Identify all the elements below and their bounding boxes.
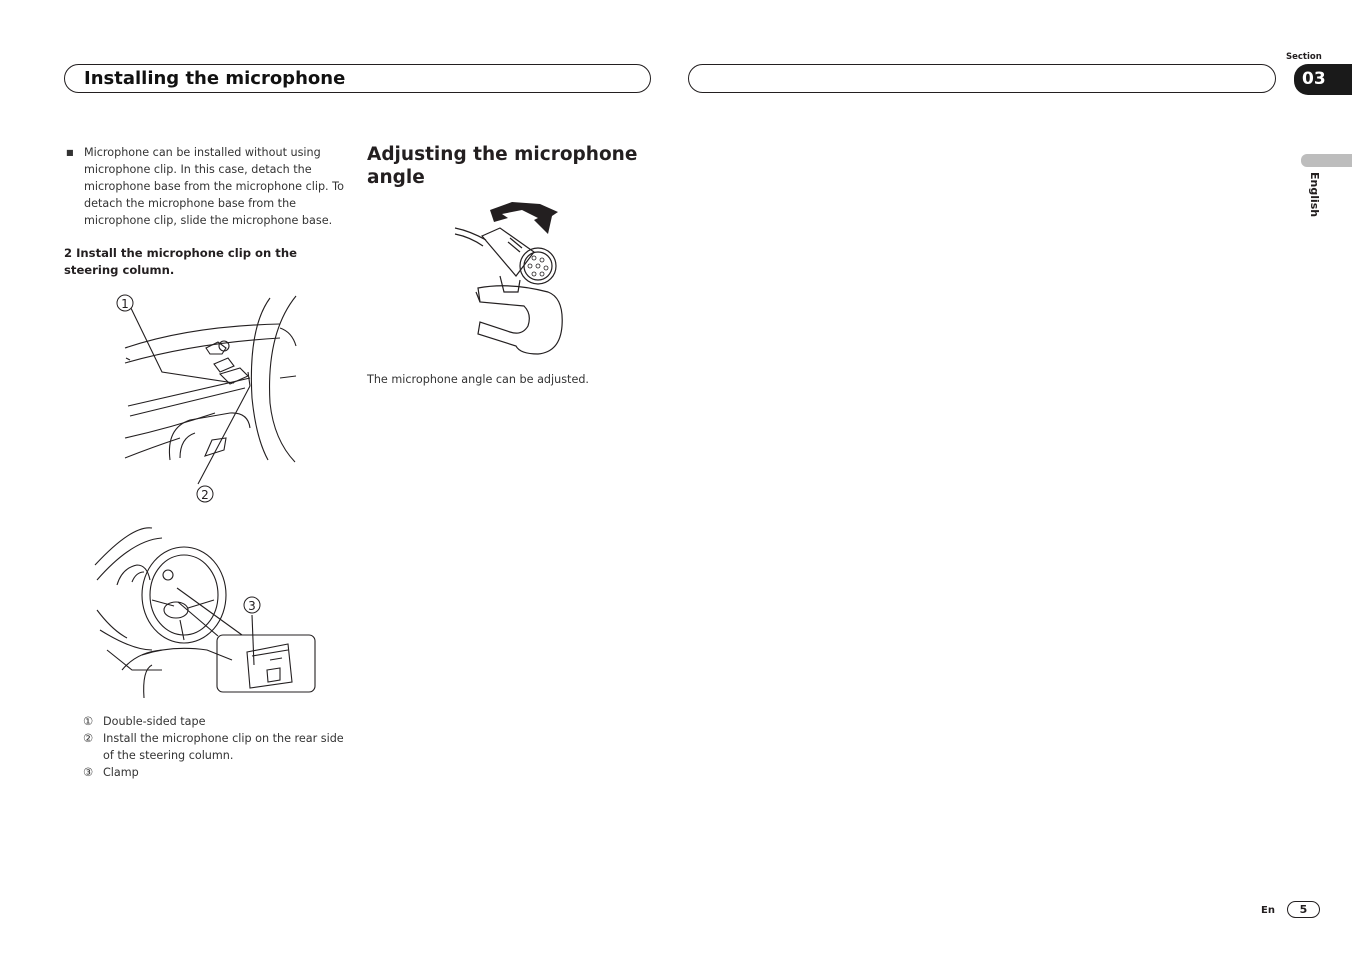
language-label: English [1308,172,1321,218]
svg-text:2: 2 [201,488,209,502]
language-tab [1301,154,1352,167]
section-header-bar-right [688,64,1276,93]
step-instruction: 2 Install the microphone clip on the steering column. [64,246,297,277]
callout-legend [83,713,353,781]
callout-number: ③ [83,766,94,779]
microphone-angle-illustration [450,196,575,361]
callout-2-marker [197,486,213,502]
callout-text: Install the microphone clip on the rear side of the steering column. [103,732,344,762]
svg-text:1: 1 [121,297,129,311]
callout-3-marker [244,597,260,613]
section-title: Installing the microphone [84,68,346,89]
bullet-icon: ■ [66,148,74,157]
car-interior-illustration [92,520,322,700]
callout-number: ① [83,715,94,728]
section-number-tab: 03 [1294,64,1352,95]
section-header-bar [64,64,651,93]
callout-item [83,764,353,781]
callout-number: ② [83,732,94,745]
callout-text: Clamp [103,766,139,779]
svg-text:3: 3 [248,599,256,613]
page-number: 5 [1287,901,1320,918]
section-label: Section [1286,52,1322,62]
callout-text: Double-sided tape [103,715,206,728]
language-code: En [1261,905,1275,916]
angle-caption: The microphone angle can be adjusted. [367,373,589,386]
callout-item [83,730,353,764]
callout-1-marker [117,295,133,311]
callout-item [83,713,353,730]
note-paragraph [64,144,346,229]
steering-column-illustration [100,288,330,508]
note-text: Microphone can be installed without using microphone clip. In this case, detach the microphone base from the microphone clip. To detach the microphone base from the microphone clip, slide the microphone base. [84,146,344,227]
subsection-title: Adjusting the microphone angle [367,144,638,188]
